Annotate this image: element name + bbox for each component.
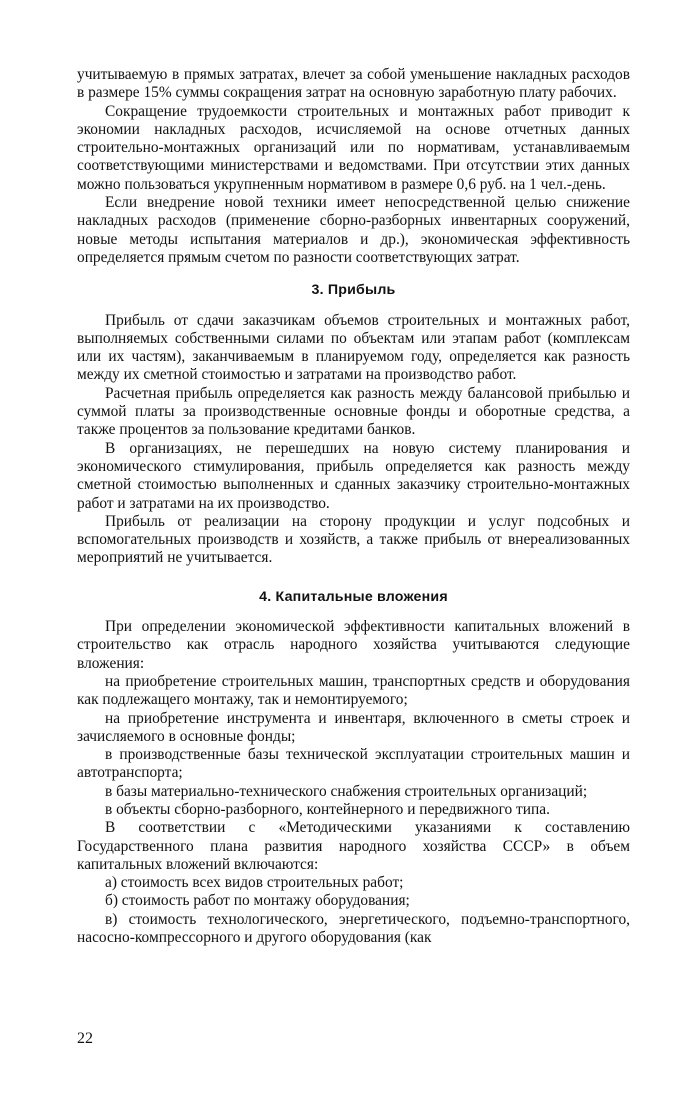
paragraph-methodical-guidelines: В соответствии с «Методическими указаниями к составлению Государственного плана развития народного хозяйства СССР» в объем капитальных вложений включаются: [77,819,630,873]
paragraph-profit-definition: Прибыль от сдачи заказчикам объемов строительных и монтажных работ, выполняемых собственными силами по объектам или этапам работ (комплексам или их частям), заканчиваемым в планируемом году, определяется как разность между их сметной стоимостью и затратами на производство работ. [77,311,630,384]
section-heading-profit: 3. Прибыль [311,282,396,299]
list-item-production-bases: в производственные базы технической эксплуатации строительных машин и автотранспорта; [77,746,630,782]
paragraph-investment-intro: При определении экономической эффективности капитальных вложений в строительство как отрасль народного хозяйства учитываются следующие вложения: [77,618,630,672]
document-page [77,66,630,947]
list-item-c: в) стоимость технологического, энергетического, подъемно-транспортного, насосно-компрессорного и другого оборудования (как [77,910,630,947]
list-item-tools: на приобретение инструмента и инвентаря, включенного в сметы строек и зачисляемого в основные фонды; [77,709,630,745]
paragraph-continuation: учитываемую в прямых затратах, влечет за собой уменьшение накладных расходов в размере 15% суммы сокращения затрат на основную заработную плату рабочих. [77,66,630,102]
paragraph-profit-not-counted: Прибыль от реализации на сторону продукции и услуг подсобных и вспомогательных производств и хозяйств, а также прибыль от внереализованных мероприятий не учитывается. [77,512,630,567]
page-number: 22 [77,1030,93,1047]
section-heading-capital-investment: 4. Капитальные вложения [259,588,448,605]
list-item-mobile-objects: в объекты сборно-разборного, контейнерного и передвижного типа. [105,800,550,818]
list-item-machines: на приобретение строительных машин, транспортных средств и оборудования как подлежащего монтажу, так и немонтируемого; [77,672,630,709]
paragraph-profit-old-system: В организациях, не перешедших на новую систему планирования и экономического стимулирования, прибыль определяется как разность между сметной стоимостью выполненных и сданных заказчику строительно-монтажных работ и затратами на их производство. [77,439,630,512]
paragraph-labor-reduction: Сокращение трудоемкости строительных и монтажных работ приводит к экономии накладных расходов, исчисляемой на основе отчетных данных строительно-монтажных организаций или по нормативам, устанавливаемым соответствующими министерствами и ведомствами. При отсутствии этих данных можно пользоваться укрупненным нормативом в размере 0,6 руб. на 1 чел.-день. [77,102,630,193]
paragraph-new-technology: Если внедрение новой техники имеет непосредственной целью снижение накладных расходов (применение сборно-разборных инвентарных сооружений, новые методы испытания материалов и др.), экономическая эффективность определяется прямым счетом по разности соответствующих затрат. [77,194,630,266]
list-item-a: а) стоимость всех видов строительных работ; [105,874,404,892]
list-item-b: б) стоимость работ по монтажу оборудования; [105,892,410,910]
list-item-supply-bases: в базы материально-технического снабжения строительных организаций; [105,782,588,800]
paragraph-calculated-profit: Расчетная прибыль определяется как разность между балансовой прибылью и суммой платы за производственные основные фонды и оборотные средства, а также процентов за пользование кредитами банков. [77,384,630,439]
